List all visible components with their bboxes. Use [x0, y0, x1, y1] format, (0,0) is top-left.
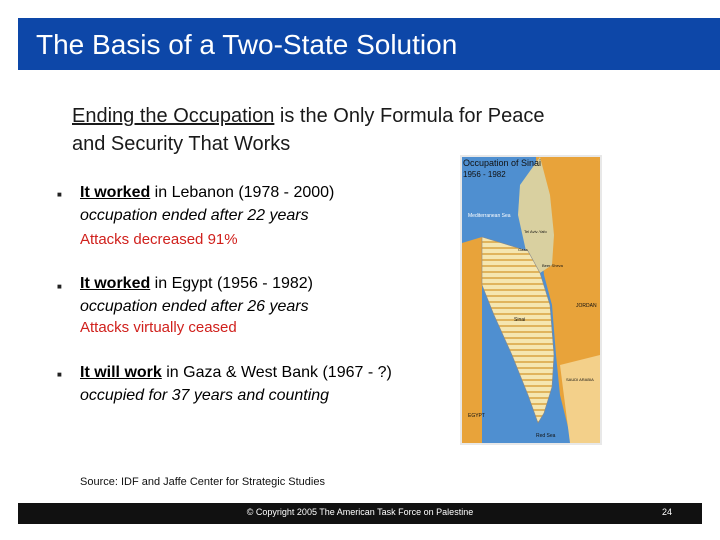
bullet-icon: ■ — [57, 190, 62, 199]
footer-bar — [18, 503, 702, 524]
sinai-map — [460, 155, 602, 445]
item-1-italic: occupation ended after 22 years — [80, 207, 309, 224]
map-label-saudi: SAUDI ARABIA — [566, 377, 594, 382]
map-label-med: Mediterranean Sea — [468, 213, 511, 219]
title-bar — [18, 18, 720, 70]
footer-copyright: © Copyright 2005 The American Task Force on Palestine — [246, 507, 474, 517]
item-2-italic: occupation ended after 26 years — [80, 298, 309, 315]
item-2-heading — [80, 274, 313, 294]
subtitle-line2: and Security That Works — [72, 133, 291, 155]
map-label-tel-aviv: Tel Aviv-Yafo — [524, 229, 547, 234]
item-1-rest: in Lebanon (1978 - 2000) — [150, 184, 335, 201]
item-1-red: Attacks decreased 91% — [80, 231, 238, 248]
map-title: Occupation of Sinai — [463, 158, 542, 168]
bullet-icon: ■ — [57, 282, 62, 291]
page-number: 24 — [661, 507, 672, 517]
map-label-gaza: Gaza — [518, 247, 528, 252]
map-label-red-sea: Red Sea — [536, 433, 556, 439]
map-label-sinai: Sinai — [514, 317, 526, 323]
map-label-beersheva: Beer Sheva — [542, 263, 563, 268]
subtitle-rest: is the Only Formula for Peace — [274, 105, 545, 127]
slide-title: The Basis of a Two-State Solution — [36, 29, 458, 60]
item-3-italic: occupied for 37 years and counting — [80, 387, 330, 404]
item-1-heading — [80, 183, 334, 203]
bullet-icon: ■ — [57, 370, 62, 379]
item-3-bold: It will work — [80, 364, 162, 381]
item-1-bold: It worked — [80, 184, 151, 201]
source-note: Source: IDF and Jaffe Center for Strategic Studies — [80, 476, 325, 488]
slide-subtitle — [72, 102, 672, 158]
map-years: 1956 - 1982 — [463, 170, 506, 179]
map-label-jordan: JORDAN — [576, 303, 597, 309]
item-3-rest: in Gaza & West Bank (1967 - ?) — [161, 364, 392, 381]
item-2-rest: in Egypt (1956 - 1982) — [150, 275, 313, 292]
item-2-red: Attacks virtually ceased — [80, 319, 237, 336]
subtitle-underlined: Ending the Occupation — [72, 105, 275, 127]
item-3-heading — [80, 363, 392, 383]
map-label-egypt: EGYPT — [468, 413, 485, 419]
item-2-bold: It worked — [80, 275, 151, 292]
